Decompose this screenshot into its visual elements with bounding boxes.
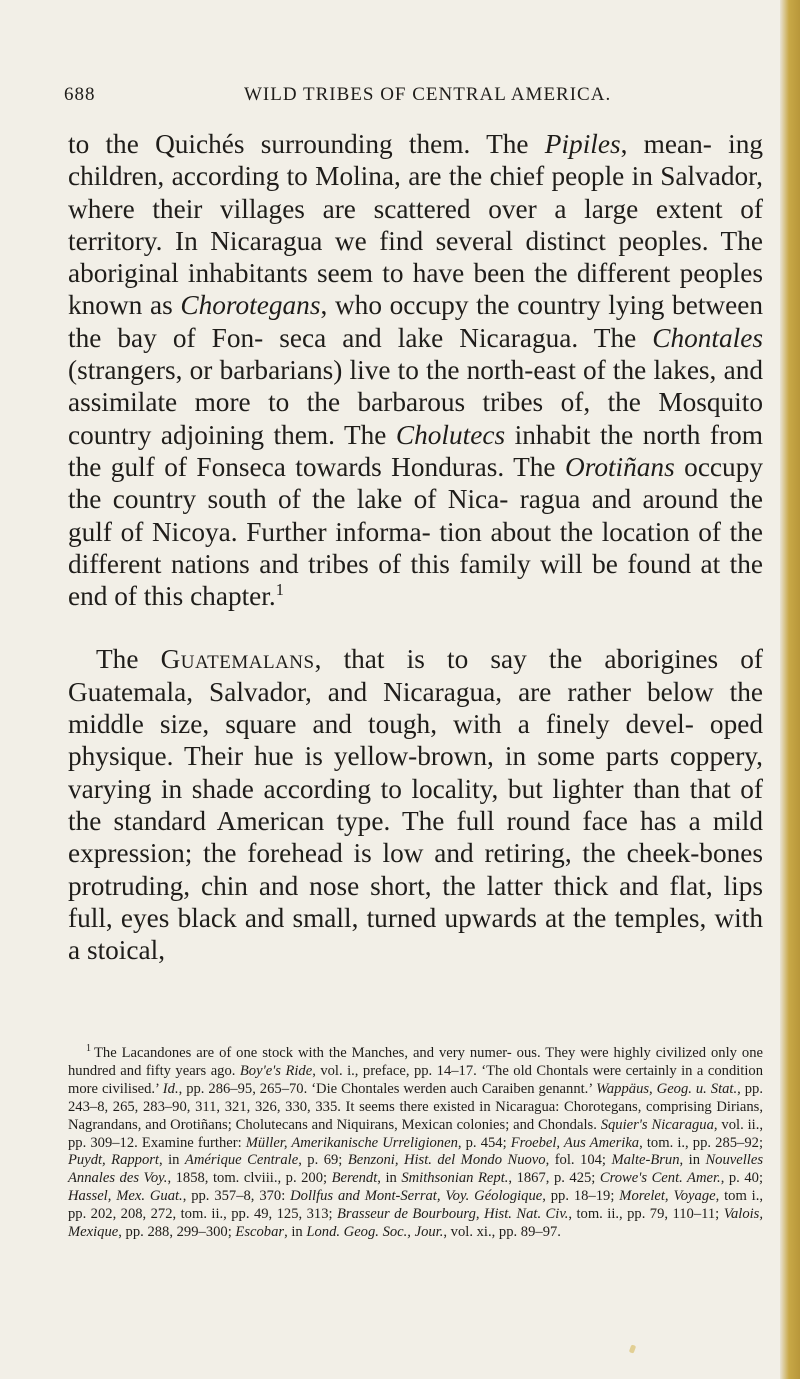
fn-citation: Brasseur de Bourbourg, Hist. Nat. Civ. [337, 1206, 569, 1223]
page-number: 688 [64, 84, 96, 105]
people-name-chontales: Chontales [652, 322, 763, 353]
fn-citation: Benzoni, Hist. del Mondo Nuovo [347, 1152, 546, 1169]
fn-citation: Valois, Mexique [68, 1206, 764, 1241]
people-name-pipiles: Pipiles [544, 129, 621, 159]
fn-text: , pp. 288, 299–300; [118, 1224, 236, 1241]
fn-text: , tom. ii., pp. 79, 110–11; [568, 1206, 724, 1223]
fn-text: , vol. ii., pp. 309–12. Examine further: [68, 1116, 763, 1151]
fn-text: , in [159, 1152, 185, 1169]
page-header [64, 84, 764, 114]
text-run: to the Quichés surrounding them. The [68, 129, 545, 159]
main-text [68, 128, 763, 966]
people-name-orotinans: Orotiñans [565, 451, 675, 482]
page-edge [780, 0, 800, 1379]
fn-citation: Dollfus and Mont-Serrat, Voy. Géologique [290, 1188, 543, 1205]
fn-citation: Müller, Amerikanische Urreligionen [245, 1134, 458, 1151]
fn-citation: Escobar [235, 1224, 285, 1241]
fn-citation: Puydt, Rapport [68, 1152, 159, 1169]
fn-citation: Wappäus, Geog. u. Stat. [596, 1080, 738, 1097]
running-head: WILD TRIBES OF CENTRAL AMERICA. [244, 84, 612, 105]
fn-citation: Amérique Centrale [184, 1152, 299, 1169]
fn-text: , pp. 286–95, 265–70. ‘Die Chontales werden auch Caraiben genannt.’ [178, 1080, 597, 1097]
fn-text: , vol. xi., pp. 89–97. [443, 1224, 561, 1241]
fn-text: , 1858, tom. clviii., p. 200; [167, 1170, 332, 1187]
fn-citation: Hassel, Mex. Guat. [68, 1188, 183, 1205]
fn-citation: Malte-Brun [611, 1152, 680, 1169]
paragraph-2 [68, 643, 763, 966]
text-run: The [96, 644, 161, 675]
fn-text: , in [284, 1224, 307, 1241]
fn-text: The Lacandones are of one stock with the Manches, and very numer- ous. They were highly civilized only one hundred and fifty years ago. [68, 1045, 763, 1079]
footnote-mark: 1 [86, 1043, 91, 1055]
fn-text: , in [679, 1152, 706, 1169]
paragraph-1 [68, 128, 763, 612]
fn-text: , tom. i., pp. 285–92; [639, 1134, 763, 1151]
fn-text: , vol. i., preface, pp. 14–17. ‘The old Chontals were certainly in a condition more civilised.’ [68, 1062, 764, 1097]
fn-citation: Froebel, Aus Amerika [510, 1134, 640, 1151]
fn-citation: Smithsonian Rept. [401, 1170, 509, 1187]
people-name-cholutecs: Cholutecs [395, 419, 506, 450]
fn-text: , in [377, 1170, 402, 1187]
paper-speck [629, 1344, 636, 1353]
fn-citation: Squier's Nicaragua [600, 1116, 714, 1133]
fn-citation: Nouvelles Annales des Voy. [68, 1152, 764, 1187]
text-run: (strangers, or barbarians) live to the north-east of the lakes, and assimilate more to the barbarous tribes of, the Mosquito country adjoining them. The [68, 355, 763, 450]
fn-text: , 1867, p. 425; [508, 1170, 600, 1187]
text-run: occupy the country south of the lake of Nica- ragua and around the gulf of Nicoya. Further informa- tion about the location of the different nations and tribes of this family will be found at the end of this chapter. [68, 451, 763, 612]
fn-text: , pp. 357–8, 370: [182, 1188, 291, 1205]
footnote [68, 1045, 763, 1242]
fn-text: , pp. 243–8, 265, 283–90, 311, 321, 326, 330, 335. It seems there existed in Nicaragua: Chorotegans, comprising Dirians, Nagrandans, and Orotiñans; Cholutecans and Niquirans, Mexican colonies; and Chondals. [68, 1080, 763, 1133]
fn-text: , fol. 104; [545, 1152, 612, 1169]
fn-text: , p. 40; [720, 1170, 763, 1187]
text-run: , mean- ing children, according to Molina, are the chief people in Salvador, where their villages are scattered over a large extent of territory. In Nicaragua we find several distinct peoples. The aboriginal inhabitants seem to have been the different peoples known as [68, 129, 764, 321]
fn-citation: Id. [162, 1080, 179, 1097]
section-term-guatemalans: Guatemalans [160, 644, 315, 675]
text-run: , that is to say the aborigines of Guatemala, Salvador, and Nicaragua, are rather below the middle size, square and tough, with a finely devel- oped physique. Their hue is yellow-brown, in some parts coppery, varying in shade according to locality, but lighter than that of the standard American type. The full round face has a mild expression; the forehead is low and retiring, the cheek-bones protruding, chin and nose short, the latter thick and flat, lips full, eyes black and small, turned upwards at the temples, with a stoical, [68, 644, 763, 966]
fn-citation: Crowe's Cent. Amer. [599, 1170, 721, 1187]
fn-text: , p. 69; [298, 1152, 348, 1169]
fn-citation: Boy'e's Ride [239, 1062, 313, 1079]
fn-citation: Berendt [331, 1170, 378, 1187]
text-run: inhabit the north from the gulf of Fonseca towards Honduras. The [68, 419, 763, 482]
fn-text: , p. 454; [457, 1134, 511, 1151]
fn-text: , pp. 18–19; [542, 1188, 620, 1205]
fn-text: , tom i., pp. 202, 208, 272, tom. ii., pp. 49, 125, 313; [68, 1188, 764, 1223]
fn-citation: Lond. Geog. Soc., Jour. [306, 1224, 444, 1241]
people-name-chorotegans: Chorotegans [180, 290, 321, 321]
footnote-reference: 1 [275, 580, 284, 600]
fn-citation: Morelet, Voyage [619, 1188, 716, 1205]
text-run: , who occupy the country lying between the bay of Fon- seca and lake Nicaragua. The [68, 290, 763, 353]
